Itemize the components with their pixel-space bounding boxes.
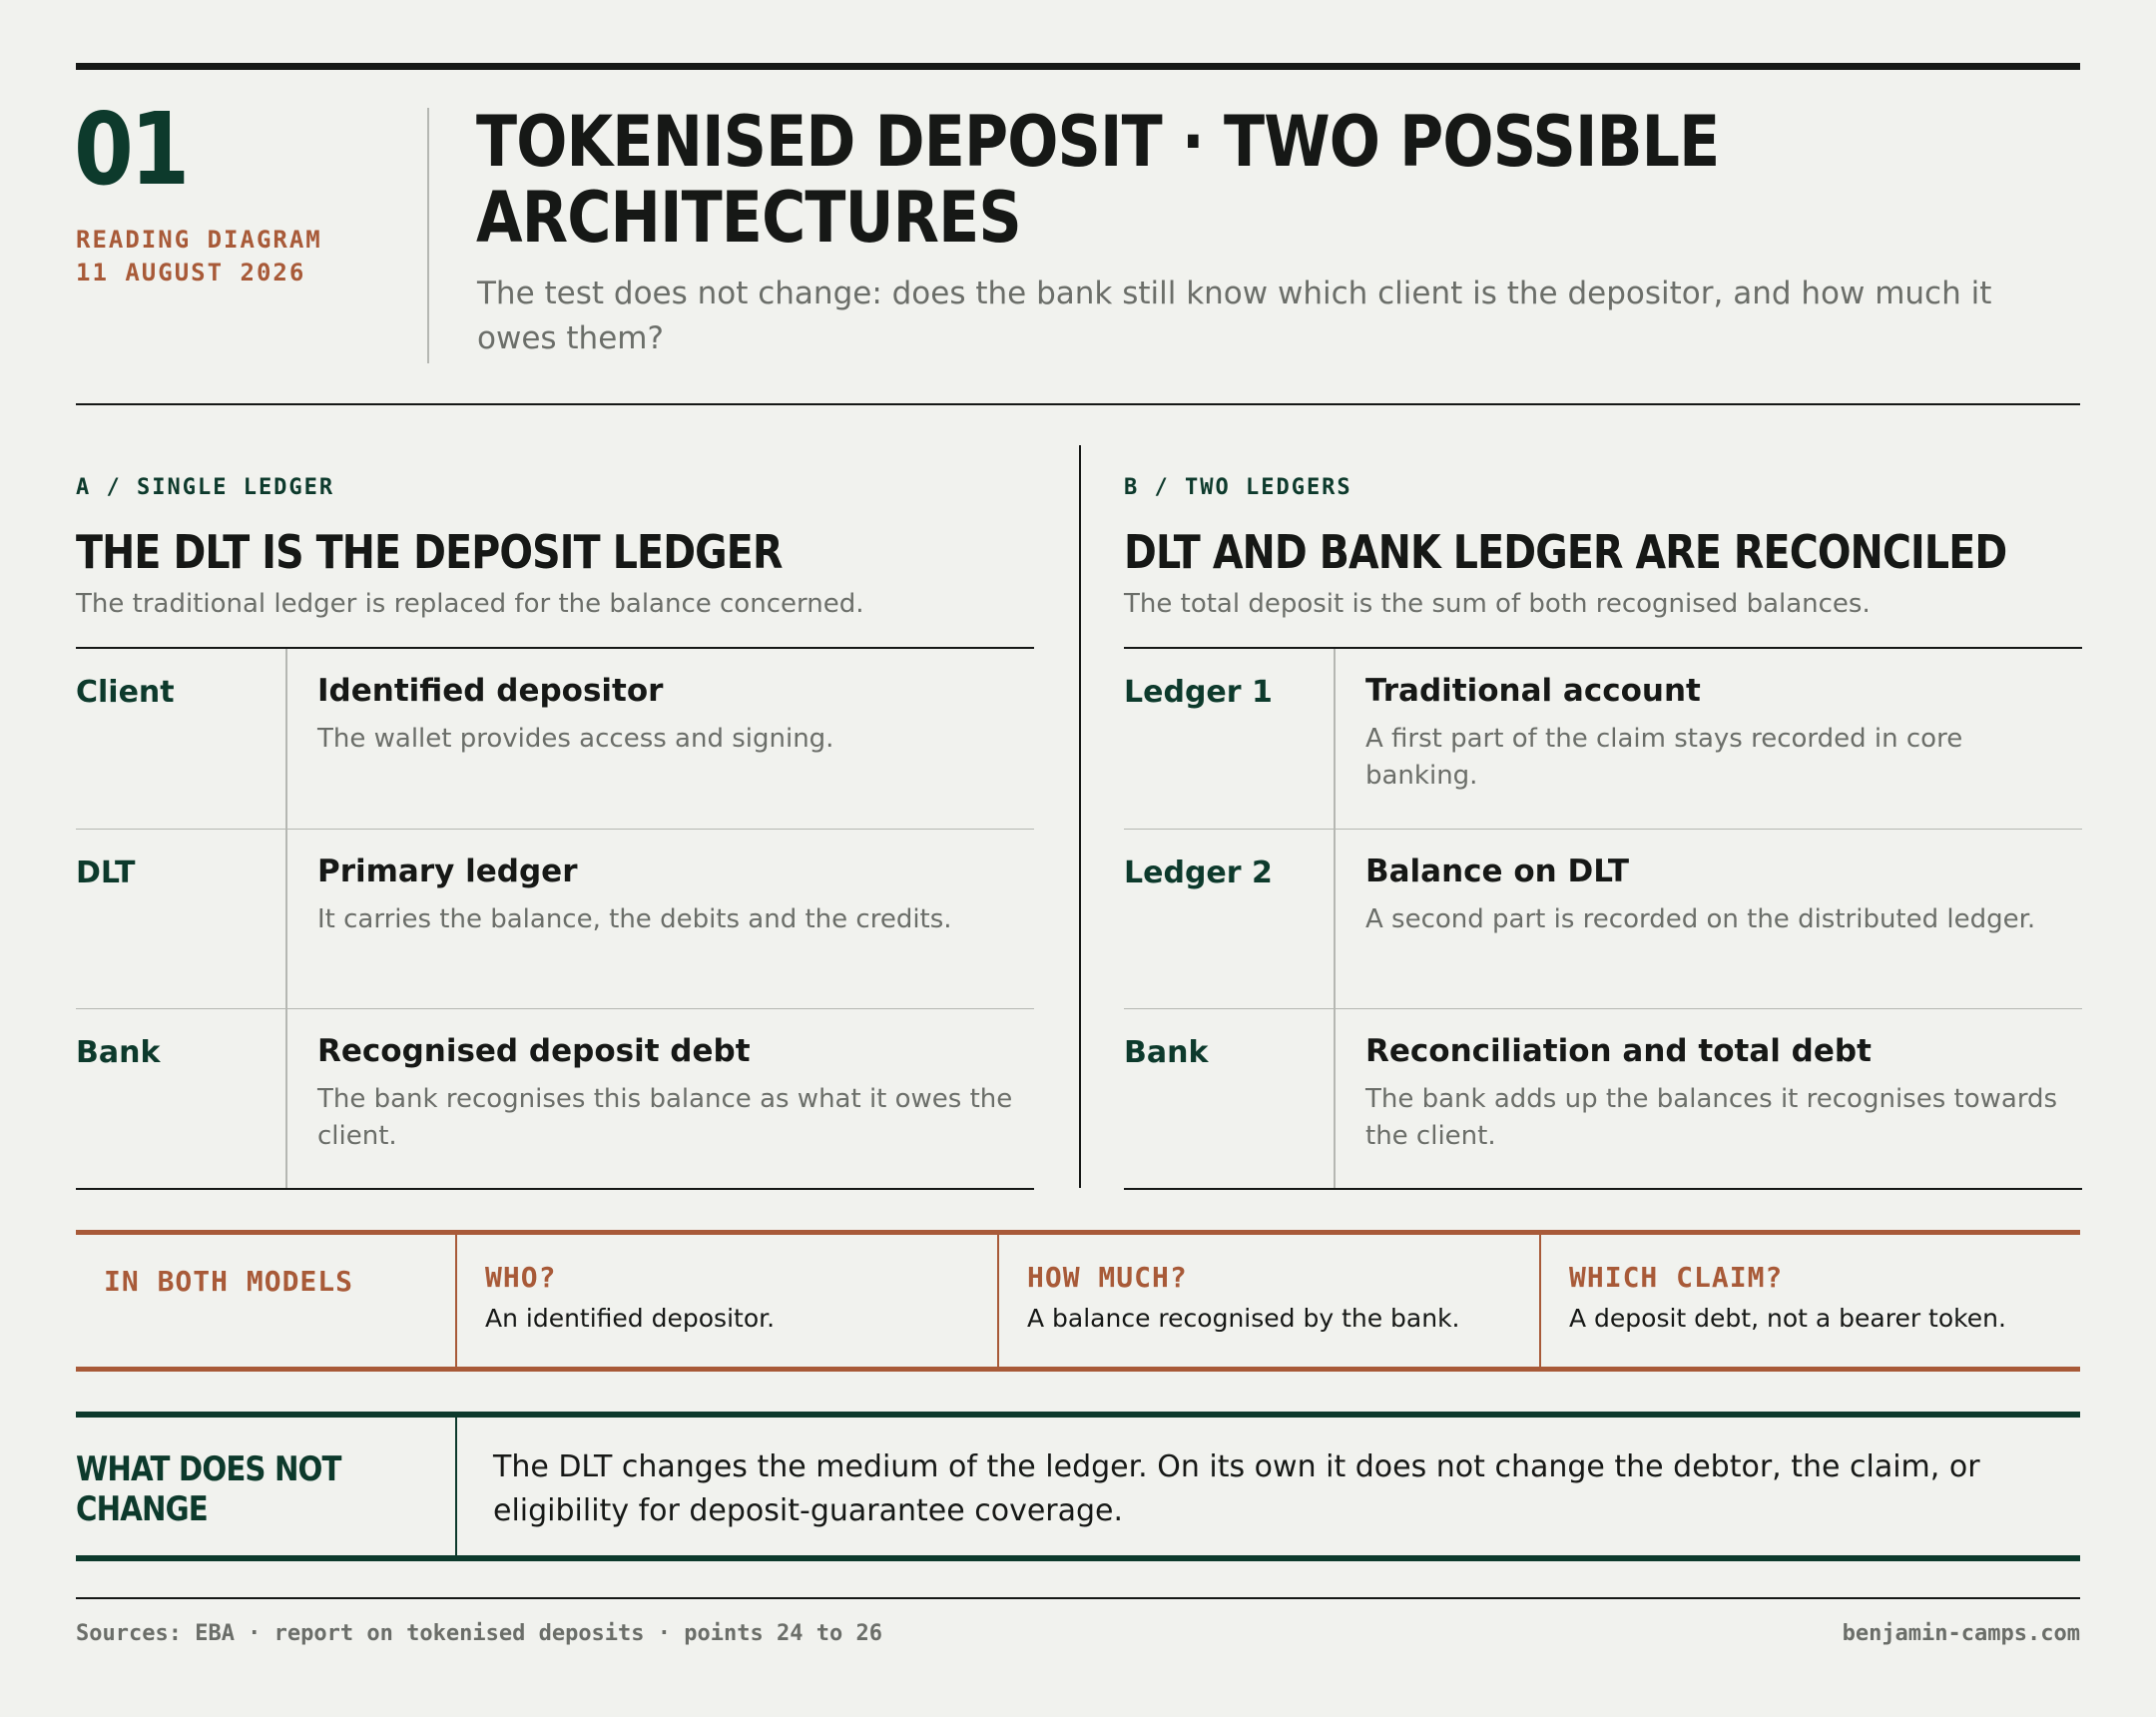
both-models-band (76, 1230, 2080, 1372)
row-text: The wallet provides access and signing. (317, 724, 834, 754)
row-label: Ledger 2 (1124, 856, 1273, 890)
row-text: The bank recognises this balance as what it owes the client. (317, 1084, 1013, 1151)
panel-single-ledger (76, 475, 1034, 1151)
row-bank (76, 1008, 1034, 1188)
top-rule (76, 63, 2080, 70)
cell-answer: An identified depositor. (485, 1304, 776, 1333)
meta-date: 11 AUGUST 2026 (76, 259, 306, 286)
column-divider (1079, 445, 1081, 1188)
row-title: Balance on DLT (1365, 854, 1630, 889)
row-title: Identified depositor (317, 673, 664, 709)
panel-title: DLT AND BANK LEDGER ARE RECONCILED (1124, 525, 2007, 579)
header-rule (76, 403, 2080, 405)
what-does-not-change-band (76, 1412, 2080, 1561)
row-text: A second part is recorded on the distributed ledger. (1365, 904, 2036, 934)
both-cell-which-claim (1539, 1235, 2080, 1367)
footer-site: benjamin-camps.com (1842, 1621, 2080, 1646)
row-text: It carries the balance, the debits and the credits. (317, 904, 952, 934)
panel-description: The total deposit is the sum of both recognised balances. (1124, 589, 1871, 619)
row-client (76, 649, 1034, 829)
page-title (476, 101, 1764, 259)
panel-kicker: A / SINGLE LEDGER (76, 475, 335, 500)
row-divider (285, 1009, 287, 1188)
panel-title: THE DLT IS THE DEPOSIT LEDGER (76, 525, 783, 579)
footer-rule (76, 1597, 2080, 1599)
footer-sources: Sources: EBA · report on tokenised deposits · points 24 to 26 (76, 1621, 882, 1646)
title-line-1: TOKENISED DEPOSIT · TWO POSSIBLE (476, 101, 1720, 183)
cell-answer: A deposit debt, not a bearer token. (1569, 1304, 2006, 1333)
header-divider (427, 108, 429, 363)
row-dlt (76, 829, 1034, 1008)
row-divider (1334, 830, 1336, 1008)
panel-two-ledgers (1124, 475, 2082, 1151)
cell-answer: A balance recognised by the bank. (1027, 1304, 1460, 1333)
row-divider (285, 649, 287, 829)
cell-question: WHO? (485, 1261, 557, 1294)
both-models-label: IN BOTH MODELS (104, 1265, 354, 1298)
both-cell-who (455, 1235, 997, 1367)
panel-rows (76, 647, 1034, 1190)
cell-question: WHICH CLAIM? (1569, 1261, 1784, 1294)
unchanged-text: The DLT changes the medium of the ledger. On its own it does not change the debtor, the claim, or eligibility for deposit-guarantee coverage. (493, 1449, 1980, 1528)
panel-rows (1124, 647, 2082, 1190)
row-label: Ledger 1 (1124, 675, 1273, 710)
meta-type: READING DIAGRAM (76, 226, 322, 254)
row-label: DLT (76, 856, 136, 890)
diagram-meta (76, 224, 322, 289)
row-divider (1334, 1009, 1336, 1188)
row-text: The bank adds up the balances it recognises towards the client. (1365, 1084, 2058, 1151)
diagram-number: 01 (74, 91, 187, 208)
row-divider (1334, 649, 1336, 829)
unchanged-label: WHAT DOES NOT CHANGE (76, 1449, 341, 1529)
row-title: Traditional account (1365, 673, 1701, 709)
row-ledger-1 (1124, 649, 2082, 829)
row-ledger-2 (1124, 829, 2082, 1008)
unchanged-divider (455, 1418, 457, 1555)
both-cell-how-much (997, 1235, 1539, 1367)
row-bank (1124, 1008, 2082, 1188)
page-subtitle: The test does not change: does the bank still know which client is the depositor, and how much it owes them? (477, 276, 1992, 356)
row-title: Reconciliation and total debt (1365, 1033, 1872, 1069)
row-label: Bank (1124, 1035, 1209, 1070)
row-title: Primary ledger (317, 854, 578, 889)
row-divider (285, 830, 287, 1008)
row-label: Client (76, 675, 175, 710)
row-label: Bank (76, 1035, 161, 1070)
row-title: Recognised deposit debt (317, 1033, 751, 1069)
cell-question: HOW MUCH? (1027, 1261, 1188, 1294)
panel-description: The traditional ledger is replaced for the balance concerned. (76, 589, 864, 619)
panel-kicker: B / TWO LEDGERS (1124, 475, 1352, 500)
title-line-2: ARCHITECTURES (476, 177, 1021, 259)
row-text: A first part of the claim stays recorded in core banking. (1365, 724, 1963, 791)
